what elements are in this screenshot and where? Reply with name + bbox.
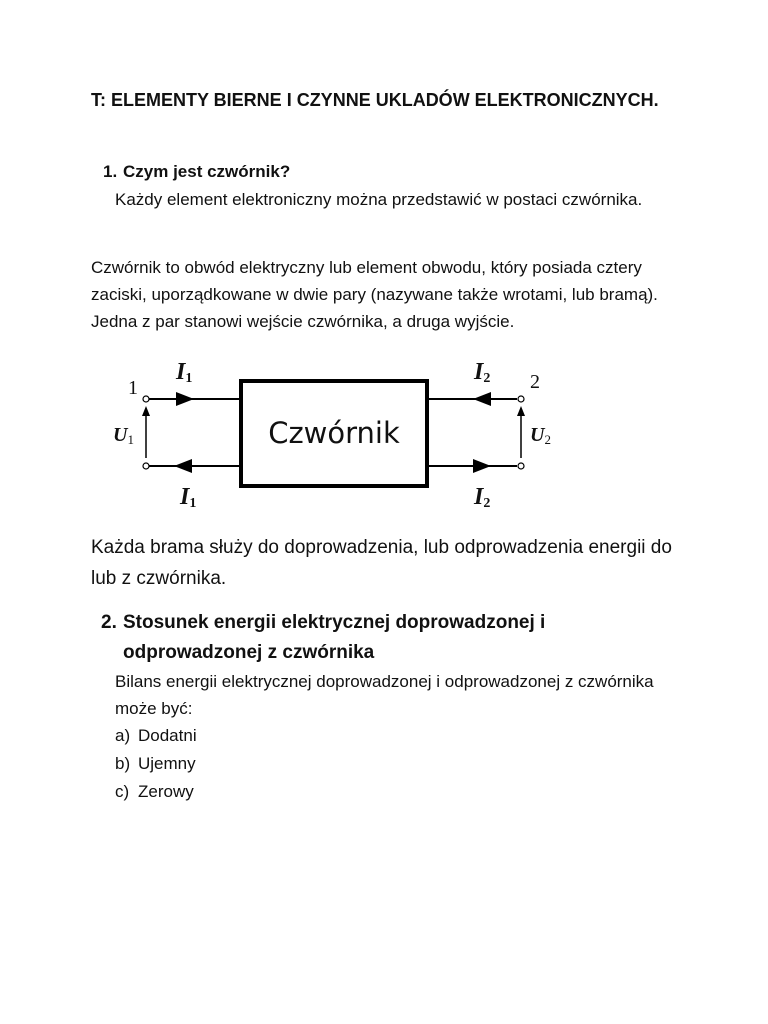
gate-paragraph: Każda brama służy do doprowadzenia, lub odprowadzenia energii do lub z czwórnika.: [91, 537, 672, 589]
current-label-bottom-left: I1: [180, 484, 197, 511]
list-item: [115, 750, 197, 778]
section-1-intro: Każdy element elektroniczny można przedstawić w postaci czwórnika.: [115, 190, 643, 209]
terminal-top-left: [143, 396, 149, 402]
section-2-heading-line2: odprowadzonej z czwórnika: [123, 642, 375, 663]
quadripole-definition: Czwórnik to obwód elektryczny lub element obwodu, który posiada cztery zaciski, uporządkowane w dwie pary (nazywane także wrotami, lub bramą). Jedna z par stanowi wejście czwórnika, a druga wyjście.: [91, 258, 658, 331]
list-item-marker: c): [115, 782, 130, 801]
document-title: T: ELEMENTY BIERNE I CZYNNE UKLADÓW ELEKTRONICZNYCH.: [91, 90, 659, 110]
port-label-left: 1: [128, 377, 138, 399]
terminal-bottom-right: [518, 463, 524, 469]
quadripole-diagram: [110, 352, 560, 517]
section-2-intro: Bilans energii elektrycznej doprowadzonej i odprowadzonej z czwórnika może być:: [115, 672, 654, 718]
section-1-number: 1.: [103, 162, 118, 181]
list-item-marker: b): [115, 754, 131, 773]
list-item: [115, 722, 197, 750]
current-label-top-right: I2: [474, 359, 491, 386]
current-label-bottom-right: I2: [474, 484, 491, 511]
section-2-number: 2.: [101, 612, 117, 633]
arrow-current-out-top: [473, 392, 491, 406]
terminal-bottom-left: [143, 463, 149, 469]
section-2-heading-line1: Stosunek energii elektrycznej doprowadzonej i: [123, 612, 546, 633]
list-item: [115, 778, 197, 806]
list-item-label: Ujemny: [138, 754, 196, 773]
current-label-top-left: I1: [176, 359, 193, 386]
section-1-heading-text: Czym jest czwórnik?: [123, 162, 291, 181]
list-item-label: Zerowy: [138, 782, 194, 801]
balance-options-list: [115, 722, 197, 806]
list-item-marker: a): [115, 726, 131, 745]
voltage-arrow-left-head: [142, 406, 150, 416]
voltage-arrow-right-head: [517, 406, 525, 416]
quadripole-box-label: Czwórnik: [268, 416, 400, 450]
section-1-heading: [103, 160, 290, 184]
terminal-top-right: [518, 396, 524, 402]
list-item-label: Dodatni: [138, 726, 197, 745]
section-2-heading: [101, 608, 681, 668]
arrow-current-out-bottom: [473, 459, 491, 473]
port-label-right: 2: [530, 371, 540, 393]
voltage-label-right: U2: [530, 424, 551, 447]
arrow-current-in-bottom: [174, 459, 192, 473]
arrow-current-in-top: [176, 392, 194, 406]
voltage-label-left: U1: [113, 424, 134, 447]
